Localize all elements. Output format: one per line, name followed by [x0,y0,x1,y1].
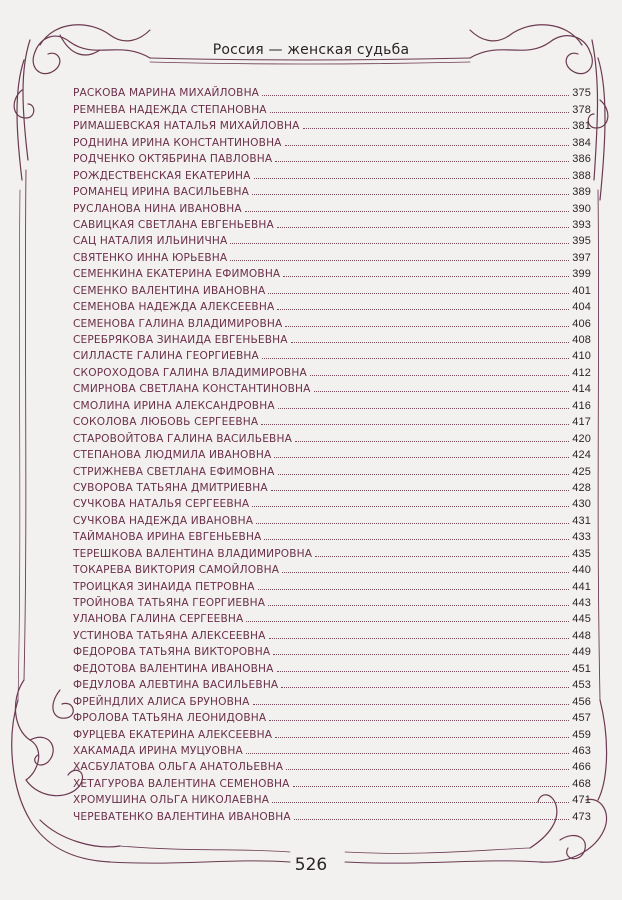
entry-name: РОДНИНА ИРИНА КОНСТАНТИНОВНА [73,136,282,149]
entry-page-number: 441 [572,580,591,593]
entry-name: ХЕТАГУРОВА ВАЛЕНТИНА СЕМЕНОВНА [73,777,290,790]
entry-name: ТЕРЕШКОВА ВАЛЕНТИНА ВЛАДИМИРОВНА [73,547,313,560]
toc-entry [73,149,591,165]
entry-name: СЕМЕНКО ВАЛЕНТИНА ИВАНОВНА [73,284,266,297]
entry-page-number: 388 [572,169,591,182]
toc-entry [73,395,591,411]
toc-entry [73,773,591,789]
entry-page-number: 443 [572,597,591,609]
dot-leader [282,572,569,573]
dot-leader [294,819,569,820]
toc-entry [73,165,591,181]
dot-leader [254,178,570,179]
toc-entry [73,445,591,461]
entry-name: ТОКАРЕВА ВИКТОРИЯ САМОЙЛОВНА [73,564,280,577]
entry-page-number: 473 [572,810,591,823]
toc-entry [73,313,591,329]
entry-page-number: 399 [572,268,591,281]
entry-name: ФЕДУЛОВА АЛЕВТИНА ВАСИЛЬЕВНА [73,679,279,692]
entry-name: ФРОЛОВА ТАТЬЯНА ЛЕОНИДОВНА [73,712,267,725]
toc-entry [73,231,591,247]
entry-page-number: 424 [572,449,591,462]
toc-entry [73,560,591,576]
entry-name: СУЧКОВА НАТАЛЬЯ СЕРГЕЕВНА [73,498,250,511]
running-head: Россия — женская судьба [212,42,410,58]
entry-page-number: 456 [572,695,591,708]
dot-leader [281,687,569,688]
toc-entry [73,691,591,707]
entry-page-number: 463 [572,744,591,757]
toc-entry [73,625,591,641]
dot-leader [295,441,569,442]
dot-leader [277,227,569,228]
entry-page-number: 375 [572,87,591,100]
toc-entry [73,510,591,526]
entry-page-number: 471 [572,794,591,807]
entry-page-number: 453 [572,679,591,692]
dot-leader [314,391,570,392]
toc-entry [73,478,591,494]
toc-entry [73,182,591,198]
entry-name: РАСКОВА МАРИНА МИХАЙЛОВНА [73,87,260,100]
dot-leader [268,605,569,606]
entry-page-number: 420 [572,432,591,445]
entry-name: СУЧКОВА НАДЕЖДА ИВАНОВНА [73,514,254,527]
entry-name: ХРОМУШИНА ОЛЬГА НИКОЛАЕВНА [73,794,270,807]
entry-page-number: 395 [572,235,591,248]
entry-name: ТАЙМАНОВА ИРИНА ЕВГЕНЬЕВНА [73,531,262,544]
entry-page-number: 404 [572,301,591,314]
toc-entry [73,428,591,444]
dot-leader [256,523,569,524]
dot-leader [286,769,569,770]
toc-entry [73,757,591,773]
dot-leader [275,737,569,738]
toc-entry [73,330,591,346]
entry-name: УСТИНОВА ТАТЬЯНА АЛЕКСЕЕВНА [73,629,266,642]
entry-name: РОЖДЕСТВЕНСКАЯ ЕКАТЕРИНА [73,169,251,182]
entry-page-number: 378 [572,103,591,116]
entry-name: РЕМНЕВА НАДЕЖДА СТЕПАНОВНА [73,103,267,116]
toc-entry [73,461,591,477]
entry-page-number: 451 [572,662,591,675]
entry-page-number: 412 [572,366,591,379]
dot-leader [291,342,569,343]
entry-name: ФЕДОТОВА ВАЛЕНТИНА ИВАНОВНА [73,662,274,675]
dot-leader [283,276,569,277]
toc-entry [73,346,591,362]
entry-name: ТРОИЦКАЯ ЗИНАИДА ПЕТРОВНА [73,580,255,593]
entry-page-number: 406 [572,317,591,330]
toc-entry [73,609,591,625]
dot-leader [253,704,570,705]
entry-name: ФУРЦЕВА ЕКАТЕРИНА АЛЕКСЕЕВНА [73,728,273,741]
dot-leader [252,194,569,195]
toc-entry [73,527,591,543]
dot-leader [310,375,569,376]
entry-page-number: 425 [572,465,591,478]
dot-leader [274,457,569,458]
entry-page-number: 468 [572,777,591,790]
entry-name: СЕМЕНОВА НАДЕЖДА АЛЕКСЕЕВНА [73,301,275,314]
toc-entry [73,675,591,691]
dot-leader [262,358,569,359]
entry-page-number: 466 [572,761,591,774]
entry-name: СИЛЛАСТЕ ГАЛИНА ГЕОРГИЕВНА [73,350,259,363]
entry-name: СОКОЛОВА ЛЮБОВЬ СЕРГЕЕВНА [73,416,259,429]
dot-leader [230,243,569,244]
toc-entry [73,116,591,132]
dot-leader [270,112,569,113]
toc-entry [73,280,591,296]
entry-name: СЕМЕНКИНА ЕКАТЕРИНА ЕФИМОВНА [73,268,281,281]
toc-entry [73,215,591,231]
entry-page-number: 445 [572,613,591,626]
entry-page-number: 440 [572,564,591,577]
dot-leader [271,490,569,491]
entry-name: СЕРЕБРЯКОВА ЗИНАИДА ЕВГЕНЬЕВНА [73,334,288,346]
toc-entry [73,741,591,757]
entry-page-number: 386 [572,153,591,166]
toc-entry [73,297,591,313]
entry-page-number: 384 [572,136,591,149]
entry-name: РОМАНЕЦ ИРИНА ВАСИЛЬЕВНА [73,186,250,199]
toc-entry [73,132,591,148]
dot-leader [252,506,569,507]
entry-page-number: 381 [572,120,591,133]
entry-name: СТРИЖНЕВА СВЕТЛАНА ЕФИМОВНА [73,465,275,478]
dot-leader [269,720,569,721]
entry-name: СТЕПАНОВА ЛЮДМИЛА ИВАНОВНА [73,449,272,462]
dot-leader [246,621,569,622]
entry-page-number: 459 [572,728,591,741]
toc-entry [73,412,591,428]
entry-page-number: 449 [572,646,591,659]
toc-entry [73,543,591,559]
entry-page-number: 410 [572,350,591,363]
entry-name: ФЕДОРОВА ТАТЬЯНА ВИКТОРОВНА [73,646,271,659]
entry-page-number: 389 [572,186,591,199]
dot-leader [285,326,569,327]
entry-page-number: 414 [572,383,591,396]
entry-name: САВИЦКАЯ СВЕТЛАНА ЕВГЕНЬЕВНА [73,218,274,231]
entry-name: САЦ НАТАЛИЯ ИЛЬИНИЧНА [73,235,228,248]
entry-name: ТРОЙНОВА ТАТЬЯНА ГЕОРГИЕВНА [73,597,266,609]
dot-leader [269,638,570,639]
entry-page-number: 401 [572,284,591,297]
entry-page-number: 431 [572,514,591,527]
dot-leader [273,654,569,655]
toc-entry [73,708,591,724]
entry-name: СВЯТЕНКО ИННА ЮРЬЕВНА [73,251,228,264]
toc-entry [73,247,591,263]
toc-entry [73,806,591,822]
toc-entry [73,790,591,806]
entry-name: ХАКАМАДА ИРИНА МУЦУОВНА [73,744,243,757]
entry-name: РОДЧЕНКО ОКТЯБРИНА ПАВЛОВНА [73,153,273,166]
toc-entry [73,494,591,510]
entry-name: УЛАНОВА ГАЛИНА СЕРГЕЕВНА [73,613,244,626]
dot-leader [278,474,570,475]
dot-leader [246,753,569,754]
entry-name: ФРЕЙНДЛИХ АЛИСА БРУНОВНА [73,695,250,708]
toc-entry [73,724,591,740]
dot-leader [230,260,569,261]
page-number: 526 [294,855,328,875]
entry-name: ХАСБУЛАТОВА ОЛЬГА АНАТОЛЬЕВНА [73,761,284,774]
dot-leader [293,786,570,787]
entry-page-number: 417 [572,416,591,429]
toc-entry [73,99,591,115]
toc-entry [73,379,591,395]
entry-name: СУВОРОВА ТАТЬЯНА ДМИТРИЕВНА [73,481,268,494]
dot-leader [261,424,569,425]
entry-name: РУСЛАНОВА НИНА ИВАНОВНА [73,202,242,215]
entry-page-number: 390 [572,202,591,215]
entry-name: СТАРОВОЙТОВА ГАЛИНА ВАСИЛЬЕВНА [73,432,292,445]
dot-leader [275,161,569,162]
entry-page-number: 416 [572,399,591,412]
entry-name: СКОРОХОДОВА ГАЛИНА ВЛАДИМИРОВНА [73,366,307,379]
dot-leader [277,671,570,672]
entry-name: СМОЛИНА ИРИНА АЛЕКСАНДРОВНА [73,399,275,412]
dot-leader [258,589,570,590]
dot-leader [278,408,569,409]
entry-page-number: 457 [572,712,591,725]
entry-page-number: 433 [572,531,591,544]
dot-leader [264,539,569,540]
entry-page-number: 448 [572,629,591,642]
entry-page-number: 393 [572,218,591,231]
toc-entry [73,642,591,658]
entry-name: ЧЕРЕВАТЕНКО ВАЛЕНТИНА ИВАНОВНА [73,810,291,823]
dot-leader [245,211,569,212]
toc-entry [73,83,591,99]
toc-entry [73,593,591,609]
entry-page-number: 408 [572,334,591,346]
toc-entry [73,198,591,214]
dot-leader [262,95,569,96]
toc-entry [73,658,591,674]
entry-page-number: 428 [572,481,591,494]
dot-leader [285,145,570,146]
dot-leader [315,556,569,557]
entry-page-number: 435 [572,547,591,560]
dot-leader [277,309,569,310]
entry-page-number: 397 [572,251,591,264]
dot-leader [303,128,570,129]
entry-name: СЕМЕНОВА ГАЛИНА ВЛАДИМИРОВНА [73,317,283,330]
dot-leader [268,293,569,294]
dot-leader [272,802,569,803]
toc-entry [73,264,591,280]
entry-name: РИМАШЕВСКАЯ НАТАЛЬЯ МИХАЙЛОВНА [73,120,300,133]
entry-page-number: 430 [572,498,591,511]
table-of-contents [73,83,591,823]
entry-name: СМИРНОВА СВЕТЛАНА КОНСТАНТИНОВНА [73,383,311,396]
toc-entry [73,576,591,592]
toc-entry [73,362,591,378]
